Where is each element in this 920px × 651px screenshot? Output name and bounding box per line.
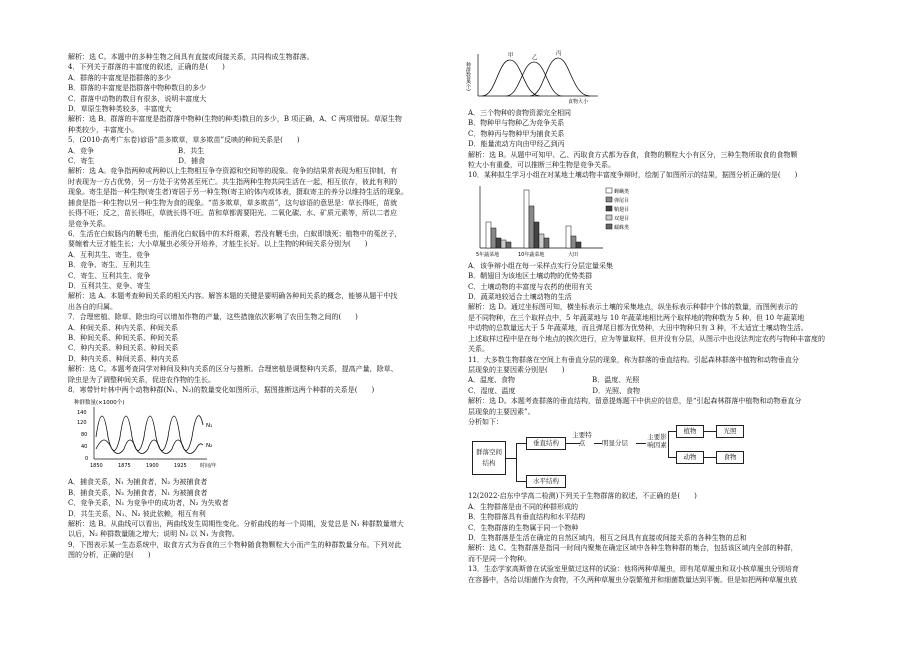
fig10-category-label: 大田 [568, 251, 579, 258]
species-bing-curve [530, 58, 590, 96]
species-bing-label: 丙 [556, 51, 562, 57]
text-line: C．土壤动物的丰富度与农药的使用有关 [468, 282, 593, 291]
fig8-xlabel: 时间/年 [200, 463, 217, 470]
species-jia-curve [482, 60, 540, 96]
text-line: 解析：选 C。生物群落是指同一时间内聚集在确定区域中各种生物种群的集合，包括该区域内全部的种群， [468, 544, 798, 553]
bar [501, 240, 506, 248]
text-line: A．种间关系、种内关系、种间关系 [68, 323, 179, 332]
soil-animal-bar-svg [468, 182, 668, 260]
population-cycle-svg [72, 397, 232, 475]
text-line: B．群落的丰富度是指群落中物种数目的多少 [68, 84, 207, 93]
text-line: C．寄生 D．捕食 [68, 157, 205, 166]
text-line: 粒大小有重叠，可以推断三种生物是竞争关系。 [468, 161, 615, 170]
fig9-ylabel: 种群数量(个) [465, 62, 471, 91]
text-line: 6．生活在白蚁肠内的鞭毛虫，能消化白蚁肠中的木纤维素，若没有鞭毛虫，白蚁即饿死；植物中的菟丝子， [68, 229, 402, 238]
bar [506, 242, 511, 248]
text-line: 以后，N₂ 种群数量随之增大；说明 N₂ 以 N₁ 为食物。 [68, 530, 239, 539]
flow-connector [516, 481, 526, 482]
text-line: 解析：选 A。竞争指两种或两种以上生物相互争夺资源和空间等的现象。竞争的结果常表现为相互抑制，有 [68, 167, 398, 176]
species-jia-label: 甲 [508, 53, 514, 59]
legend-label: 弹尾目 [614, 197, 630, 204]
flow-light-box: 光照 [716, 425, 744, 438]
flow-layering-label: 明显分层 [602, 439, 628, 448]
text-line: 7．合理密植、除草、除虫均可以增加作物的产量，这些措施依次影响了农田生物之间的( ) [68, 313, 358, 322]
text-line: 现象。寄生是指一种生物(寄生者)寄居于另一种生物(寄主)的体内或体表，摄取寄主的养分以维持生活的现象。 [68, 188, 408, 197]
legend-label: 鞘翅目 [614, 206, 630, 213]
text-line: A．三个物种的食物资源完全相同 [468, 109, 572, 117]
text-line: 解析：选 C。本题中的多种生物之间具有直接或间接关系，共同构成生物群落。 [68, 53, 314, 61]
flow-feature-label: 主要特点 [572, 431, 592, 448]
bar [534, 222, 539, 248]
flow-animals-box: 动物 [676, 451, 704, 464]
flow-plants-box: 植物 [676, 425, 704, 438]
figure-8-population-chart [72, 397, 232, 475]
bars-field [566, 226, 581, 248]
flow-factor-label: 主要影响因素 [647, 433, 667, 450]
text-line: 9．下图表示某一生态系统中，取食方式为吞食的三个物种随食物颗粒大小而产生的种群数量分布。下列对此 [68, 540, 402, 549]
text-line: 捕食是指一种生物以另一种生物为食的现象。“苗多欺草，草多欺苗”，这句谚语的意思是：草长得旺，苗就 [68, 198, 398, 207]
fig8-ylabel: 种群数量(×1000个) [74, 400, 125, 407]
legend-swatch [606, 215, 612, 220]
community-structure-diagram [468, 427, 858, 489]
fig8-ytick: 140 [77, 410, 87, 417]
flow-connector [516, 443, 517, 481]
flow-horizontal-box: 水平结构 [526, 475, 566, 488]
text-line: 出各自的归属。 [68, 302, 117, 311]
right-column [465, 50, 858, 585]
flow-food-box: 食物 [716, 451, 744, 464]
text-line: 种类较少，丰富度小。 [68, 125, 138, 134]
bars-10yr-plot [524, 190, 549, 248]
fig8-xtick: 1900 [146, 463, 159, 470]
legend-label: 双翅目 [614, 215, 630, 222]
text-line: B．鞘翅目为该地区土壤动物的优势类群 [468, 272, 593, 281]
text-line: 解析：选 A。本题考查种间关系的相关内容。解答本题的关键是要明确各种间关系的概念，能够从题干中找 [68, 292, 398, 301]
legend-label: 蠕蛛类 [614, 224, 630, 231]
right-text-block [468, 108, 858, 181]
flow-root-box: 群落空间结构 [472, 441, 506, 475]
series-n2-label: N₂ [206, 443, 213, 450]
flow-connector [668, 431, 669, 457]
flow-connector [668, 431, 676, 432]
text-line: 4．下列关于群落的丰富度的叙述，正确的是( ) [68, 63, 225, 72]
fig9-xlabel: 食物大小 [568, 99, 589, 105]
flow-connector [704, 457, 716, 458]
left-column [68, 52, 443, 561]
text-line: 关系。 [468, 345, 489, 354]
text-line: 是不同物种，在三个取样点中，5 年蔬菜地与 10 年蔬菜地相比两个取样地的物种数为 5 种，但 10 年蔬菜地 [468, 313, 805, 322]
text-line: 中动物的总数量远大于 5 年蔬菜地，而且弹尾目都为优势种，大田中物种只有 3 种，不太适宜土壤动物生活。 [468, 324, 808, 333]
text-line: 而不是同一个物种。 [468, 554, 531, 563]
text-line: 图的分析，正确的是( ) [68, 551, 151, 560]
text-line: D．生物群落是生活在确定的自然区域内，相互之间具有直接或间接关系的各种生物的总和 [468, 533, 747, 542]
text-line: 分析如下： [468, 417, 503, 426]
text-line: 解析：选 B。群落的丰富度是指群落中物种(生物的种类)数目的多少，B 项正确，A、C 两项错误。草原生物 [68, 115, 402, 124]
species-yi-label: 乙 [532, 55, 538, 61]
text-line: D．能量流动方向由甲经乙到丙 [468, 140, 565, 149]
flow-vertical-box: 垂直结构 [526, 437, 566, 450]
text-line: 要缠着大豆才能生长；大小草履虫必须分开培养，才能生长好。以上生物的种间关系分别为( ) [68, 240, 368, 249]
bar [486, 222, 491, 248]
text-line: 解析：选 B。从题中可知甲、乙、丙取食方式都为吞食，食物的颗粒大小有区分，三种生物所取食的食物颗 [468, 150, 798, 159]
fig8-ytick: 80 [81, 432, 88, 439]
left-text-block [68, 52, 443, 395]
fig8-xtick: 1875 [118, 463, 131, 470]
bar [576, 242, 581, 248]
flow-connector [506, 458, 516, 459]
fig8-ytick: 0 [85, 456, 89, 463]
fig10-category-label: 10年蔬菜地 [518, 251, 545, 258]
flow-connector [636, 443, 646, 444]
text-line: 层现象的主要因素”。 [468, 407, 535, 416]
right-text-block-3 [468, 491, 858, 585]
text-line: C．种内关系、种间关系、种间关系 [68, 344, 179, 353]
flow-connector [594, 443, 602, 444]
text-line: A．竞争 B．共生 [68, 146, 205, 155]
text-line: 时表现为一方占优势，另一方处于劣势甚至死亡。共生指两种生物共同生活在一起，相互依存，彼此有利的 [68, 177, 397, 186]
text-line: 在容器中，各给以细菌作为食物，不久两种草履虫分裂繁殖并和细菌数量达到平衡。但是如把两种草履虫放 [468, 575, 797, 584]
flow-connector [516, 443, 526, 444]
text-line: 11．大多数生物群落在空间上有垂直分层的现象，称为群落的垂直结构。引起森林群落中植物和动物垂直分 [468, 355, 799, 364]
legend-swatch [606, 197, 612, 202]
flow-connector [668, 457, 676, 458]
fig8-ytick: 120 [77, 420, 87, 427]
bars-5yr-plot [486, 222, 511, 248]
text-line: 长得不旺；反之，苗长得旺，草就长得不旺。苗和草都需要阳光、二氧化碳、水、矿质元素等，所以二者应 [68, 209, 397, 218]
text-line: 13．生态学家高斯曾在试验室里做过这样的试验：他将两种草履虫，即有尾草履虫和双小核草履虫分别培育 [468, 565, 799, 574]
species-yi-curve [506, 62, 562, 96]
figure-10-soil-animal-bar-chart [468, 182, 668, 260]
text-line: D．草原生物种类较多，丰富度大 [68, 105, 172, 114]
text-line: 12(2022·启东中学高二检测)下列关于生物群落的叙述，不正确的是( ) [468, 492, 697, 501]
text-line: 解析：选 C。本题考查同学对种间及种内关系的区分与推断。合理密植是调整种内关系，提高产量，除草、 [68, 365, 398, 374]
text-line: B．竞争、寄生、互利共生 [68, 261, 151, 270]
text-line: A．捕食关系，N₁ 为捕食者，N₂ 为被捕食者 [68, 478, 208, 487]
text-line: 层现象的主要因素分别是( ) [468, 365, 565, 374]
bar [524, 190, 529, 248]
text-line: A．互利共生、寄生、竞争 [68, 250, 151, 259]
text-line: 解析：选 D。本题考查群落的垂直结构，留意提炼题干中供应的信息，是“引起森林群落中植物和动物垂直分 [468, 397, 802, 406]
legend-swatch [606, 224, 612, 229]
text-line: 解析：选 D。通过坐标图可知，横坐标表示土壤的采集地点，纵坐标表示种群中个体的数量，而图例表示的 [468, 303, 798, 312]
fig8-ytick: 40 [81, 444, 88, 451]
bar [529, 206, 534, 248]
text-line: 除虫是为了调整种间关系，促进农作物的生长。 [68, 375, 215, 384]
text-line: C．群落中动物的数目有很多，说明丰富度大 [68, 94, 207, 103]
text-line: 10．某种拟生学习小组在对某地土壤动物丰富度争辩时，绘制了如图所示的结果，据图分析正确的是( ) [468, 171, 798, 180]
text-line: D．种内关系、种间关系、种内关系 [68, 354, 179, 363]
left-text-block-2 [68, 477, 443, 560]
text-line: B．捕食关系，N₂ 为捕食者，N₁ 为被捕食者 [68, 488, 208, 497]
text-line: 上述取样过程中是在每个地点的挨次进行，应为等量取样，但并没有分层，从图示中也没法判定农药与物种丰富度的 [468, 334, 825, 343]
series-n2-line [96, 440, 203, 454]
bar [539, 234, 544, 248]
bar [566, 226, 571, 248]
bar [544, 238, 549, 248]
text-line: B．物种甲与物种乙为竞争关系 [468, 119, 565, 128]
species-distribution-svg [465, 50, 668, 106]
bar [491, 228, 496, 248]
legend-label: 蝉螨类 [614, 188, 630, 195]
text-line: D．共生关系，N₁、N₂ 彼此依赖，相互有利 [68, 509, 206, 518]
fig8-xtick: 1925 [174, 463, 187, 470]
series-n1-label: N₁ [206, 423, 213, 430]
text-line: C．寄生、互利共生、竞争 [68, 271, 151, 280]
flow-connector [704, 431, 716, 432]
legend-swatch [606, 206, 612, 211]
fig10-legend [606, 188, 629, 231]
text-line: A．生物群落是由不同的种群形成的 [468, 502, 579, 511]
text-line: C．湿度、温度 D．光照、食物 [468, 386, 640, 395]
text-line: 8．寒带针叶林中两个动物种群(N₁、N₂)的数量变化如图所示，据图推断这两个种群的关系是( ) [68, 386, 375, 394]
text-line: C．生物群落的生物属于同一个物种 [468, 523, 579, 532]
text-line: 是竞争关系。 [68, 219, 110, 228]
fig8-xtick: 1850 [90, 463, 103, 470]
legend-swatch [606, 188, 612, 193]
text-line: A．该争辩小组在每一采样点实行分层定量采集 [468, 261, 614, 270]
text-line: 5．(2010·高考广东卷)谚语“苗多欺草，草多欺苗”反映的种间关系是( ) [68, 136, 300, 145]
text-line: B．生物群落具有垂直结构和水平结构 [468, 513, 586, 522]
text-line: C．竞争关系，N₁ 为竞争中的成功者，N₂ 为失败者 [68, 499, 229, 508]
text-line: C．物种丙与物种甲为捕食关系 [468, 129, 565, 138]
right-text-block-2 [468, 261, 858, 428]
text-line: A．群落的丰富度是指群落的多少 [68, 73, 172, 82]
text-line: B．种间关系、种间关系、种间关系 [68, 333, 179, 342]
text-line: D．蔬菜地较适合土壤动物的生活 [468, 293, 572, 302]
bar [496, 238, 501, 248]
bar [571, 236, 576, 248]
text-line: 解析：选 B。从曲线可以看出，两曲线发生周期性变化。分析曲线的每一个周期，发觉总是 N₁ 种群数量增大 [68, 520, 404, 529]
text-line: A．温度、食物 B．温度、光照 [468, 376, 640, 385]
figure-9-species-distribution [465, 50, 668, 106]
fig10-category-label: 5年蔬菜地 [476, 251, 500, 258]
text-line: D．互利共生、竞争、寄生 [68, 281, 151, 290]
